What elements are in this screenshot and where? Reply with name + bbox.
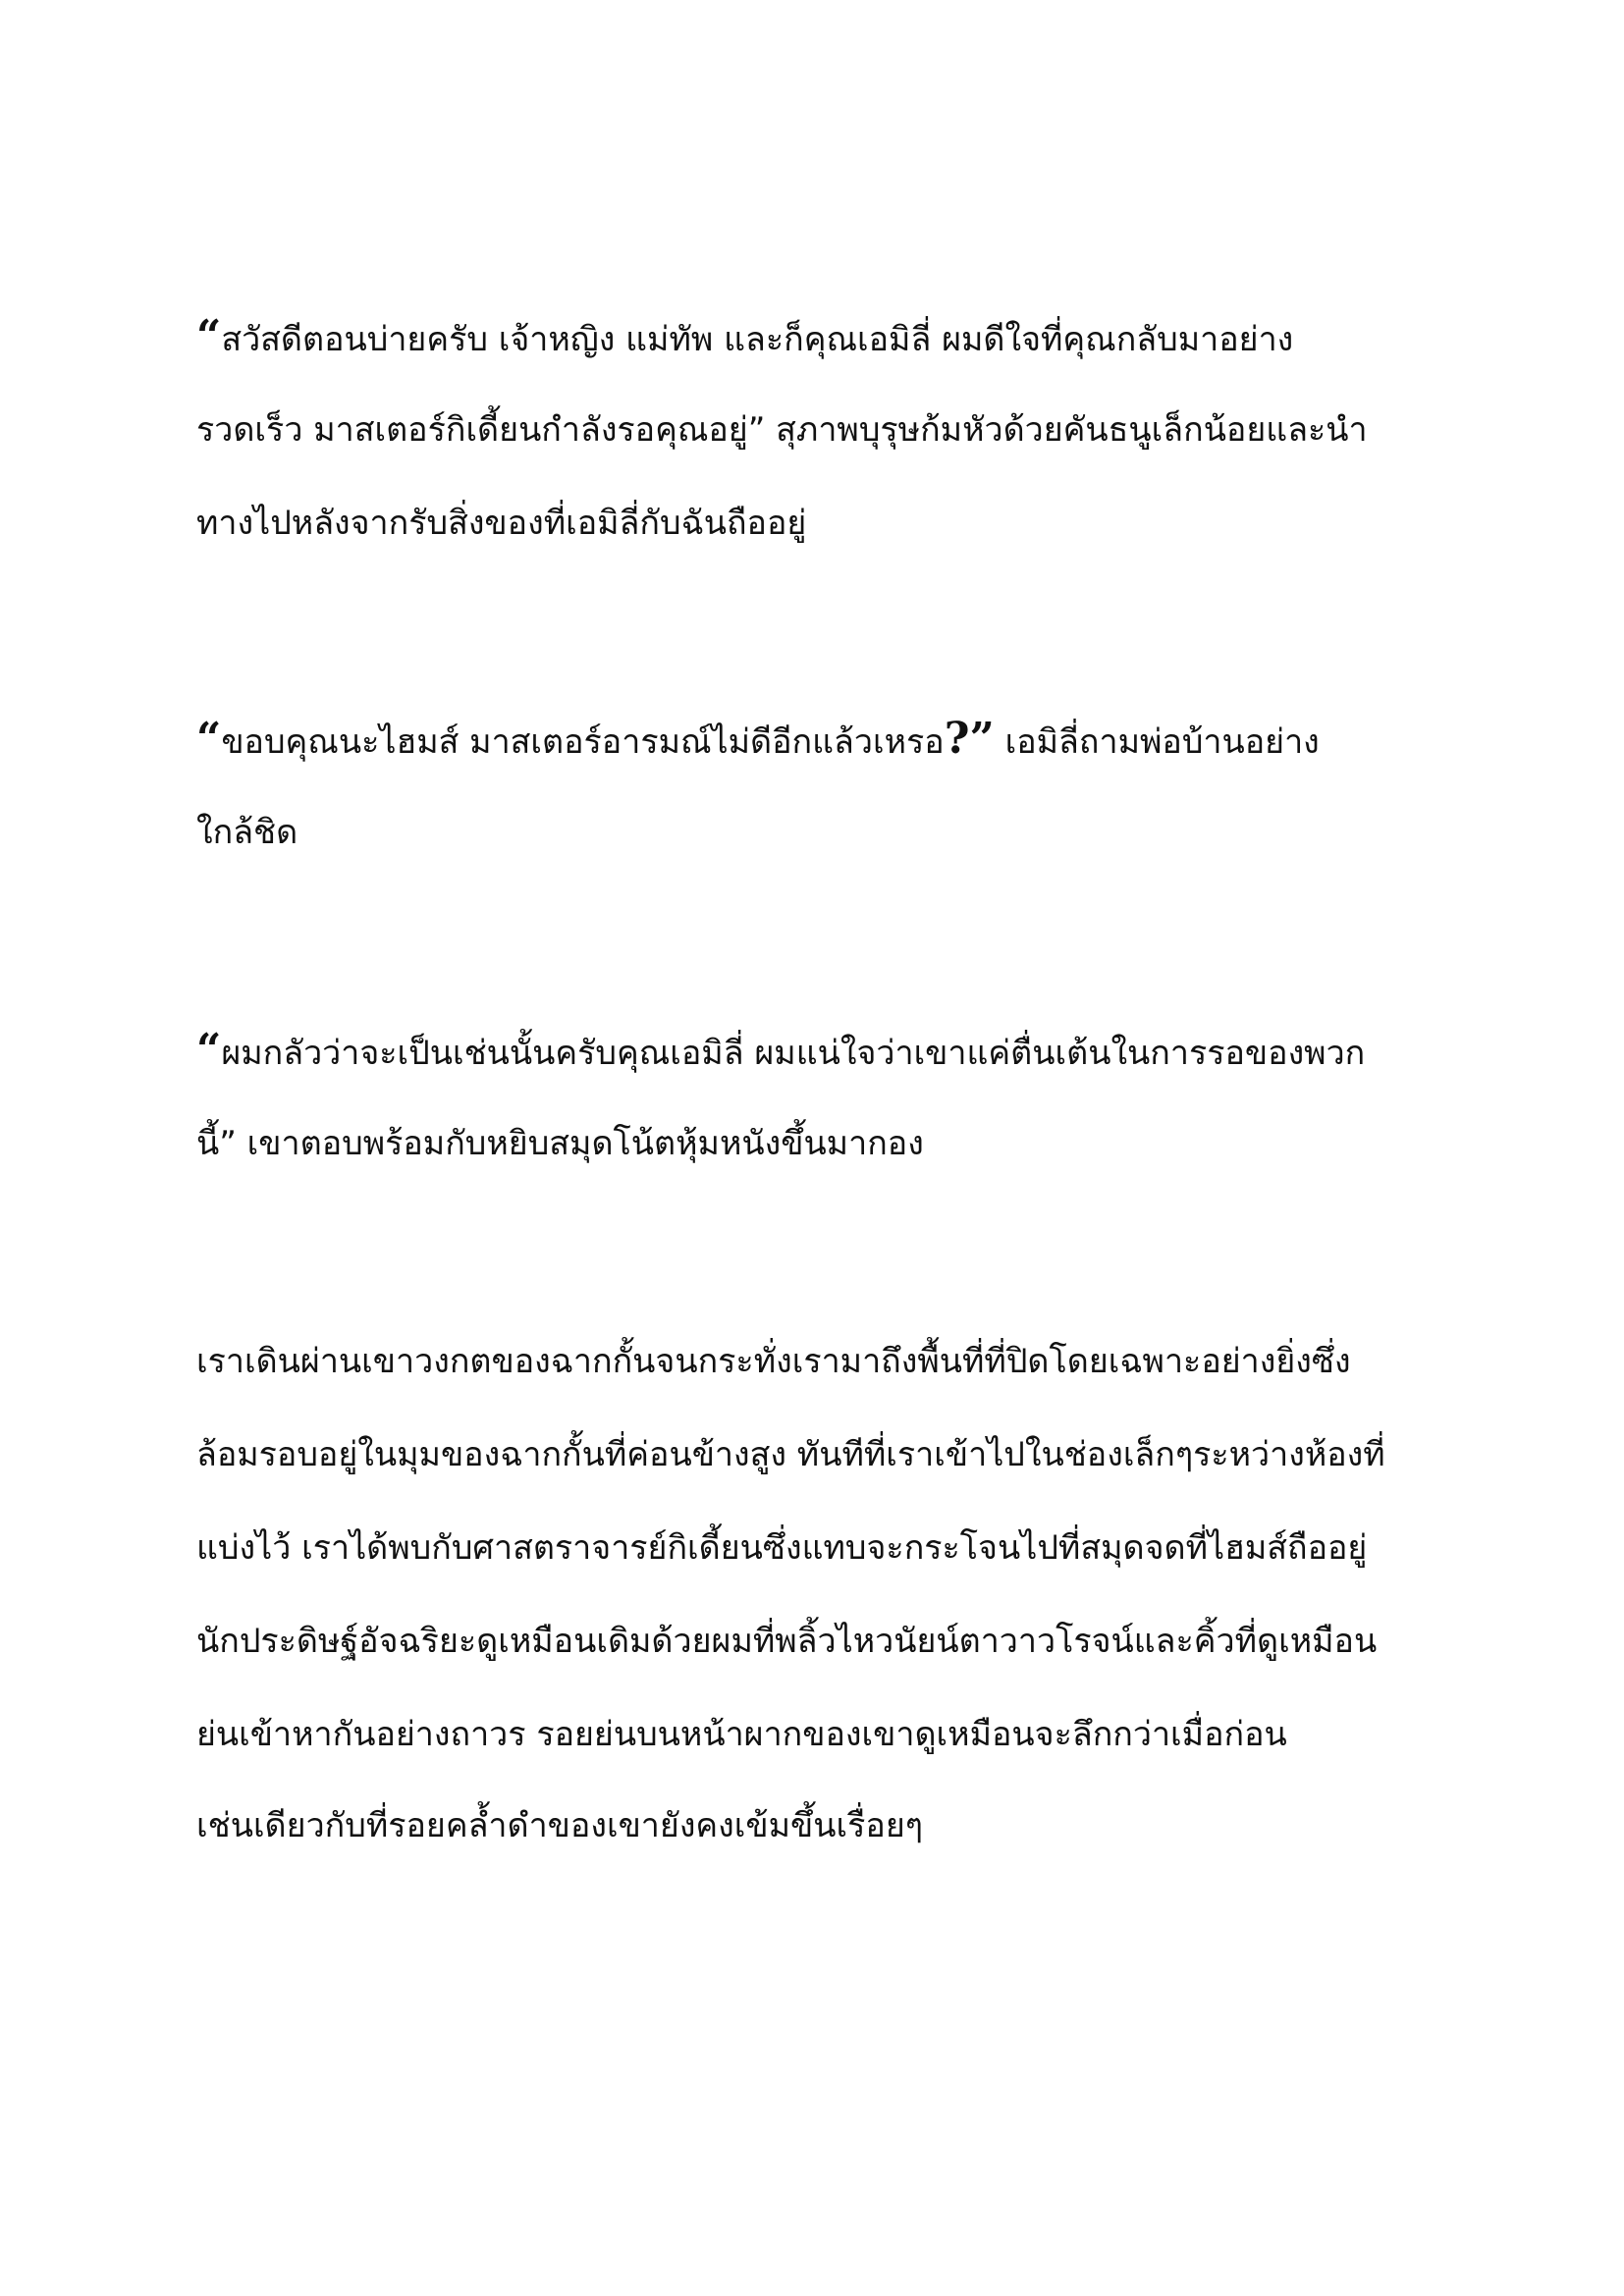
paragraph-4-line-6: เช่นเดียวกับที่รอยคล้ำดำของเขายังคงเข้มขึ้นเรื่อยๆ (196, 1806, 924, 1845)
paragraph-4-line-1: เราเดินผ่านเขาวงกตของฉากกั้นจนกระทั่งเรามาถึงพื้นที่ที่ปิดโดยเฉพาะอย่างยิ่งซึ่ง (196, 1342, 1351, 1381)
line-text: ผมกลัวว่าจะเป็นเช่นนั้นครับคุณเอมิลี่ ผมแน่ใจว่าเขาแค่ตื่นเต้นในการรอของพวก (221, 1034, 1366, 1073)
paragraph-4-line-3: แบ่งไว้ เราได้พบกับศาสตราจารย์กิเดี้ยนซึ่งแทบจะกระโจนไปที่สมุดจดที่ไฮมส์ถืออยู่ (196, 1528, 1368, 1568)
paragraph-3-line-2: นี้” เขาตอบพร้อมกับหยิบสมุดโน้ตหุ้มหนังขึ้นมากอง (196, 1124, 924, 1163)
paragraph-1-line-2: รวดเร็ว มาสเตอร์กิเดี้ยนกำลังรอคุณอยู่” สุภาพบุรุษก้มหัวด้วยคันธนูเล็กน้อยและนำ (196, 410, 1368, 450)
paragraph-4-line-5: ย่นเข้าหากันอย่างถาวร รอยย่นบนหน้าผากของเขาดูเหมือนจะลึกกว่าเมื่อก่อน (196, 1715, 1287, 1754)
line-text-after: เอมิลี่ถามพ่อบ้านอย่าง (994, 722, 1320, 762)
paragraph-1-line-3: ทางไปหลังจากรับสิ่งของที่เอมิลี่กับฉันถืออยู่ (196, 504, 807, 543)
paragraph-2-line-2: ใกล้ชิด (196, 813, 298, 852)
close-quote: ?” (944, 714, 995, 764)
paragraph-3-line-1 (196, 1026, 1365, 1078)
paragraph-4-line-4: นักประดิษฐ์อัจฉริยะดูเหมือนเดิมด้วยผมที่พลิ้วไหวนัยน์ตาวาวโรจน์และคิ้วที่ดูเหมือน (196, 1622, 1378, 1661)
paragraph-1-line-1 (196, 312, 1293, 364)
open-quote: “ (196, 1025, 222, 1075)
paragraph-2-line-1 (196, 715, 1320, 767)
line-text: สวัสดีตอนบ่ายครับ เจ้าหญิง แม่ทัพ และก็คุณเอมิลี่ ผมดีใจที่คุณกลับมาอย่าง (221, 320, 1294, 359)
open-quote: “ (196, 714, 222, 764)
paragraph-4-line-2: ล้อมรอบอยู่ในมุมของฉากกั้นที่ค่อนข้างสูง ทันทีที่เราเข้าไปในช่องเล็กๆระหว่างห้องที่ (196, 1435, 1385, 1474)
line-text: ขอบคุณนะไฮมส์ มาสเตอร์อารมณ์ไม่ดีอีกแล้วเหรอ (221, 722, 945, 762)
open-quote: “ (196, 311, 222, 361)
